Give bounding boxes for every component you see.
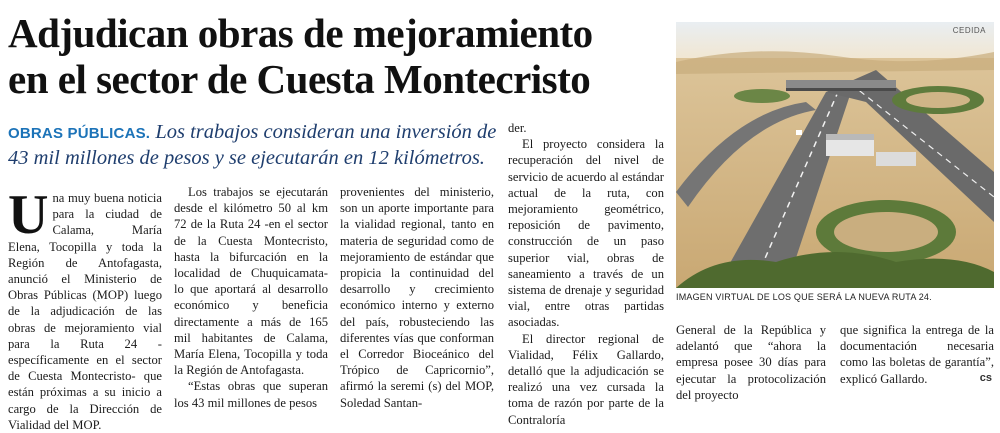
headline-line-1: Adjudican obras de mejoramiento [8, 10, 593, 56]
column-2-paragraph-2: “Estas obras que superan los 43 mil millones de pesos [174, 379, 328, 410]
headline-line-2: en el sector de Cuesta Montecristo [8, 56, 591, 102]
road-rendering-photo [676, 22, 994, 288]
column-1-text: na muy buena noticia para la ciudad de Calama, María Elena, Tocopilla y toda la Región de Antofagasta, anunció el Ministerio de Obras Públicas (MOP) luego de la adjudicación de las obras de mejoramiento vial para la Ruta 24 -específicamente en el sector de Cuesta Montecristo- que están próximas a su inicio a cargo de la Dirección de Vialidad del MOP. [8, 191, 162, 432]
article-column-6 [840, 322, 994, 387]
article-column-2 [174, 184, 328, 411]
column-2-paragraph-1: Los trabajos se ejecutarán desde el kilómetro 50 al km 72 de la Ruta 24 -en el sector de la Cuesta Montecristo, hasta la bifurcación en la localidad de Chuquicamata- lo que aportará al desarrollo económico y beneficia directamente a más de 165 mil habitantes de Calama, María Elena, Tocopilla y toda la Región de Antofagasta. [174, 185, 328, 378]
column-4-paragraph-0: der. [508, 121, 527, 135]
article-column-4 [508, 120, 664, 428]
article-column-3 [340, 184, 494, 411]
headline [8, 10, 668, 102]
subhead [8, 120, 508, 170]
dropcap: U [8, 184, 49, 246]
column-6-paragraph-1: que significa la entrega de la documentación necesaria como las boletas de garantía”, explicó Gallardo. [840, 323, 994, 386]
photo-caption: IMAGEN VIRTUAL DE LOS QUE SERÁ LA NUEVA RUTA 24. [676, 292, 932, 302]
article-end-mark: cs [979, 372, 992, 384]
article-column-5 [676, 322, 826, 403]
section-kicker: OBRAS PÚBLICAS. [8, 125, 151, 142]
column-3-paragraph-1: provenientes del ministerio, son un aporte importante para la vialidad regional, tanto en materia de seguridad como de mejoramiento de estándar que propicia la continuidad del desarrollo y crecimiento económico interno y externo del país, robusteciendo las diferentes vías que conforman el Corredor Bioceánico del Trópico de Capricornio”, afirmó la seremi (s) del MOP, Soledad Santan- [340, 185, 494, 410]
subhead-text: Los trabajos consideran una inversión de 43 mil millones de pesos y se ejecutarán en 12 kilómetros. [8, 121, 497, 169]
highway-illustration [676, 22, 994, 288]
column-4-paragraph-2: El director regional de Vialidad, Félix Gallardo, detalló que la adjudicación se realizó una vez cursada la toma de razón por parte de la Contraloría [508, 331, 664, 427]
column-4-paragraph-1: El proyecto considera la recuperación del nivel de servicio de acuerdo al estándar actual de la ruta, con mejoramiento geométrico, reposición de pavimento, construcción de un paso superior vial, obras de saneamiento a través de un sistema de drenaje y seguridad vial, entre otras partidas asociadas. [508, 137, 664, 330]
column-5-paragraph-1: General de la República y adelantó que “ahora la empresa posee 30 días para ejecutar la protocolización del proyecto [676, 323, 826, 402]
article-column-1 [8, 184, 162, 433]
photo-credit: CEDIDA [952, 26, 986, 35]
